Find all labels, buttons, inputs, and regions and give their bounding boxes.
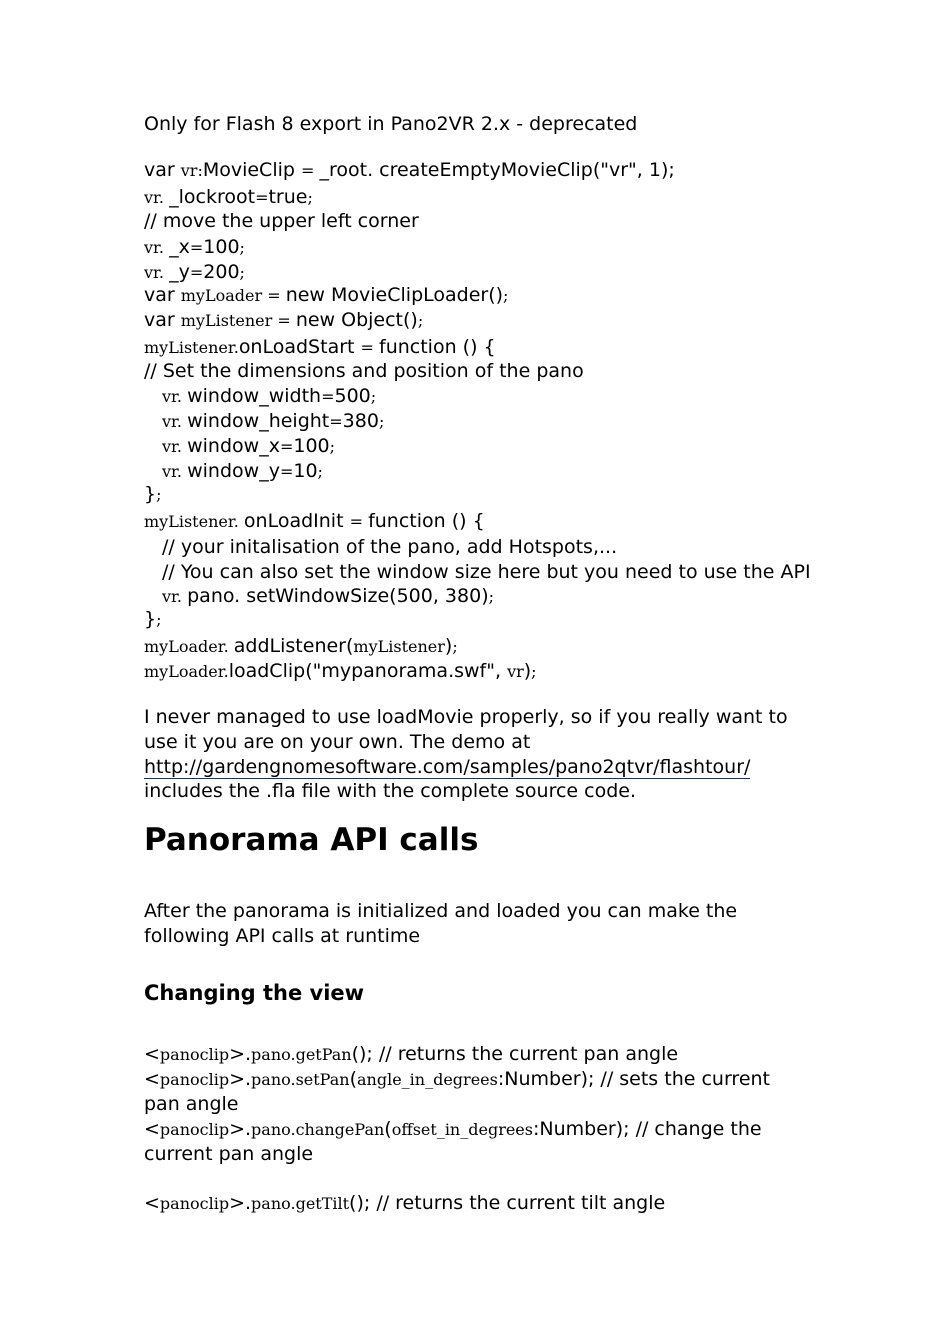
code-token: = bbox=[255, 188, 269, 207]
code-line bbox=[144, 659, 537, 684]
code-token: ; bbox=[156, 610, 162, 629]
code-line bbox=[144, 235, 245, 260]
code-line bbox=[144, 509, 485, 534]
code-token: >. bbox=[229, 1192, 252, 1214]
code-token: addListener( bbox=[233, 635, 354, 657]
code-line bbox=[144, 335, 496, 360]
api-line bbox=[144, 1067, 770, 1092]
section-heading: Panorama API calls bbox=[144, 822, 479, 858]
code-token: ; bbox=[370, 387, 377, 406]
api-line bbox=[144, 1042, 678, 1067]
code-token: panoclip bbox=[159, 1070, 230, 1089]
code-token: pano.changePan bbox=[251, 1120, 385, 1139]
api-line: pan angle bbox=[144, 1093, 239, 1115]
code-token: _lockroot bbox=[169, 186, 256, 208]
code-token: _root. createEmptyMovieClip("vr", 1); bbox=[319, 159, 675, 181]
api-line bbox=[144, 1191, 665, 1216]
code-token: } bbox=[144, 608, 157, 630]
flashtour-link[interactable]: http://gardengnomesoftware.com/samples/pano2qtvr/flashtour/ bbox=[144, 756, 751, 778]
code-token: = bbox=[189, 263, 204, 282]
code-token: onLoadInit bbox=[243, 510, 350, 532]
code-line bbox=[144, 283, 508, 308]
code-token: myLoader. bbox=[144, 637, 234, 656]
code-token: var bbox=[144, 284, 181, 306]
code-token: = bbox=[189, 238, 204, 257]
code-token: ; bbox=[317, 462, 323, 481]
code-token: :Number); // change the bbox=[532, 1118, 762, 1140]
code-token: _y bbox=[169, 261, 190, 283]
code-token: window_y bbox=[187, 460, 280, 482]
code-token: ; bbox=[417, 311, 424, 330]
code-token: vr. bbox=[144, 238, 170, 257]
code-line bbox=[144, 482, 161, 507]
code-token: window_height bbox=[187, 410, 330, 432]
code-token: MovieClip bbox=[202, 159, 301, 181]
code-comment: // Set the dimensions and position of the pano bbox=[144, 360, 584, 382]
api-line bbox=[144, 1117, 762, 1142]
code-token: = bbox=[279, 437, 294, 456]
code-token: offset_in_degrees bbox=[391, 1120, 533, 1139]
code-token: window_x bbox=[187, 435, 280, 457]
code-token: ) bbox=[523, 660, 532, 682]
code-token: myListener. bbox=[144, 338, 239, 357]
code-token: ; bbox=[156, 485, 162, 504]
code-token: ; bbox=[452, 637, 458, 656]
code-token: (); // returns the current pan angle bbox=[351, 1043, 679, 1065]
code-token: 10 bbox=[293, 460, 318, 482]
code-line bbox=[144, 607, 161, 632]
code-token: myListener bbox=[353, 637, 445, 656]
code-token: pano. setWindowSize(500, 380) bbox=[187, 585, 489, 607]
code-token: < bbox=[144, 1118, 160, 1140]
code-token: ( bbox=[384, 1118, 392, 1140]
paragraph-line: I never managed to use loadMovie properly, so if you really want to bbox=[144, 706, 788, 728]
code-token: vr. bbox=[162, 412, 188, 431]
code-token: (); // returns the current tilt angle bbox=[349, 1192, 666, 1214]
code-token: var bbox=[144, 309, 181, 331]
code-token: 500 bbox=[334, 385, 371, 407]
code-line bbox=[144, 158, 675, 183]
paragraph-line: use it you are on your own. The demo at bbox=[144, 731, 531, 753]
code-token: vr bbox=[507, 662, 524, 681]
code-token: _x bbox=[169, 236, 190, 258]
code-comment: // You can also set the window size here but you need to use the API bbox=[162, 561, 811, 583]
code-token: vr: bbox=[180, 161, 203, 180]
code-token: ; bbox=[503, 286, 509, 305]
code-token: onLoadStart bbox=[238, 336, 361, 358]
code-token: = bbox=[329, 412, 343, 431]
code-token: function () { bbox=[379, 336, 496, 358]
code-token: 380 bbox=[342, 410, 379, 432]
code-line bbox=[144, 634, 458, 659]
paragraph-line: following API calls at runtime bbox=[144, 925, 421, 947]
code-token: < bbox=[144, 1192, 160, 1214]
code-token: pano.setPan bbox=[251, 1070, 350, 1089]
code-token: pano.getTilt bbox=[251, 1194, 350, 1213]
code-token: >. bbox=[229, 1118, 252, 1140]
code-token: panoclip bbox=[159, 1194, 230, 1213]
code-token: vr. bbox=[162, 387, 188, 406]
code-token: loadClip("mypanorama.swf", bbox=[228, 660, 508, 682]
code-token: ( bbox=[349, 1068, 357, 1090]
code-line bbox=[144, 308, 423, 333]
code-line bbox=[144, 459, 323, 484]
code-token: angle_in_degrees bbox=[357, 1070, 498, 1089]
code-token: ; bbox=[307, 188, 313, 207]
paragraph-line: After the panorama is initialized and loaded you can make the bbox=[144, 900, 738, 922]
code-token: true bbox=[268, 186, 308, 208]
code-token: 100 bbox=[203, 236, 240, 258]
code-token: >. bbox=[229, 1068, 252, 1090]
code-token: myLoader = bbox=[180, 286, 286, 305]
intro-text: Only for Flash 8 export in Pano2VR 2.x - deprecated bbox=[144, 113, 638, 135]
code-token: = bbox=[279, 462, 294, 481]
code-token: ; bbox=[488, 587, 495, 606]
code-token: window_width bbox=[187, 385, 322, 407]
code-token: } bbox=[144, 483, 157, 505]
code-token: new Object() bbox=[295, 309, 418, 331]
code-token: panoclip bbox=[159, 1120, 230, 1139]
code-token: vr. bbox=[162, 437, 188, 456]
code-comment: // move the upper left corner bbox=[144, 210, 419, 232]
code-token: var bbox=[144, 159, 181, 181]
code-comment: // your initalisation of the pano, add Hotspots,... bbox=[162, 536, 618, 558]
code-line bbox=[144, 260, 245, 285]
code-token: = bbox=[321, 387, 335, 406]
code-token: >. bbox=[229, 1043, 252, 1065]
paragraph-line bbox=[144, 755, 750, 779]
code-token: pano.getPan bbox=[251, 1045, 352, 1064]
code-token: myLoader. bbox=[144, 662, 229, 681]
code-token: ) bbox=[444, 635, 453, 657]
code-token: new MovieClipLoader() bbox=[285, 284, 504, 306]
code-line bbox=[144, 384, 376, 409]
code-token: < bbox=[144, 1068, 160, 1090]
code-token: 100 bbox=[293, 435, 330, 457]
code-token: ; bbox=[531, 662, 537, 681]
code-token: vr. bbox=[144, 188, 170, 207]
code-token: 200 bbox=[203, 261, 240, 283]
code-line bbox=[144, 434, 335, 459]
code-token: function () { bbox=[368, 510, 485, 532]
code-token: ; bbox=[239, 238, 245, 257]
code-token: ; bbox=[329, 437, 336, 456]
code-line bbox=[144, 584, 494, 609]
code-token: < bbox=[144, 1043, 160, 1065]
code-line bbox=[144, 409, 384, 434]
code-token: myListener. bbox=[144, 512, 244, 531]
code-token: vr. bbox=[162, 462, 188, 481]
code-token: vr. bbox=[162, 587, 188, 606]
code-token: :Number); // sets the current bbox=[497, 1068, 771, 1090]
subsection-heading: Changing the view bbox=[144, 981, 365, 1005]
code-line bbox=[144, 185, 313, 210]
code-token: myListener = bbox=[180, 311, 296, 330]
code-token: panoclip bbox=[159, 1045, 230, 1064]
code-token: vr. bbox=[144, 263, 170, 282]
code-token: = bbox=[300, 161, 320, 180]
code-token: = bbox=[349, 512, 369, 531]
api-line: current pan angle bbox=[144, 1143, 314, 1165]
paragraph-line: includes the .fla file with the complete source code. bbox=[144, 780, 637, 802]
code-token: ; bbox=[378, 412, 385, 431]
code-token: ; bbox=[239, 263, 245, 282]
code-token: = bbox=[360, 338, 380, 357]
